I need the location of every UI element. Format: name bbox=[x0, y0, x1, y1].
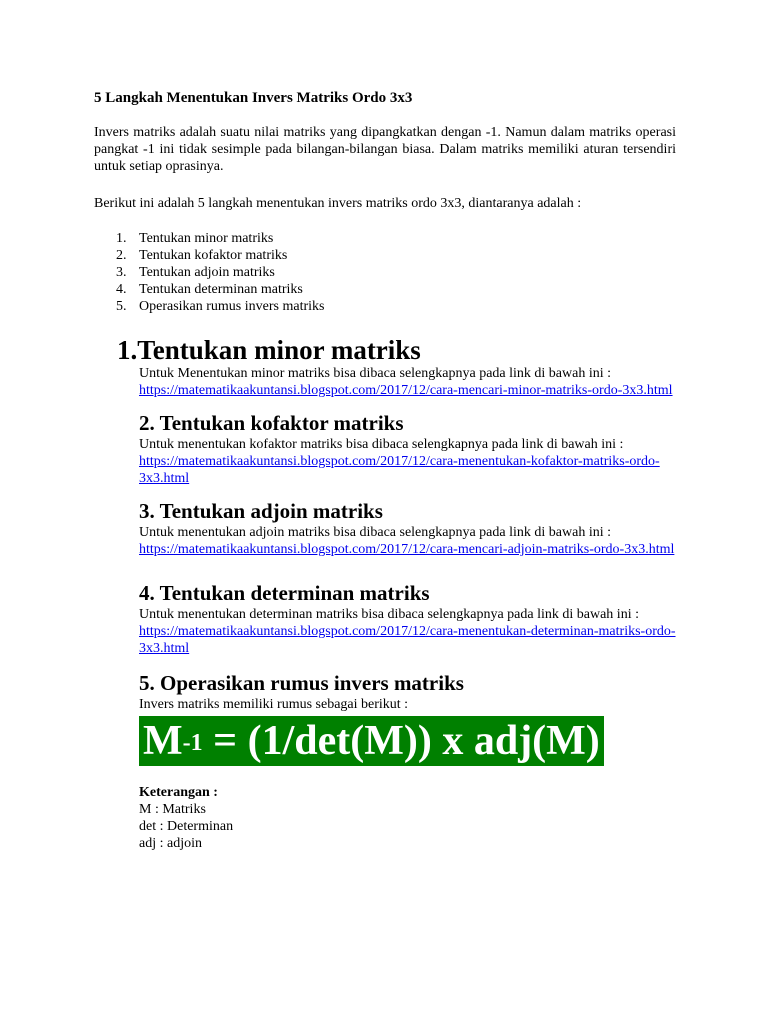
list-item-label: Tentukan adjoin matriks bbox=[139, 265, 275, 280]
section-text-adjoin: Untuk menentukan adjoin matriks bisa dibaca selengkapnya pada link di bawah ini : bbox=[139, 525, 611, 540]
section-heading-minor: 1.Tentukan minor matriks bbox=[117, 335, 421, 365]
list-item bbox=[94, 230, 676, 247]
list-item-label: Tentukan determinan matriks bbox=[139, 282, 303, 297]
section-heading-rumus-invers: 5. Operasikan rumus invers matriks bbox=[139, 671, 464, 695]
link-adjoin-matriks[interactable]: https://matematikaakuntansi.blogspot.com/2017/12/cara-mencari-adjoin-matriks-ordo-3x3.html bbox=[139, 542, 675, 557]
formula-rest: = (1/det(M)) x adj(M) bbox=[202, 718, 600, 764]
note-item: det : Determinan bbox=[139, 819, 234, 834]
formula-base: M bbox=[143, 718, 183, 764]
link-minor-matriks[interactable]: https://matematikaakuntansi.blogspot.com/2017/12/cara-mencari-minor-matriks-ordo-3x3.html bbox=[139, 383, 673, 398]
list-item bbox=[94, 264, 676, 281]
list-item bbox=[94, 247, 676, 264]
section-heading-kofaktor: 2. Tentukan kofaktor matriks bbox=[139, 411, 404, 435]
list-item-number: 5. bbox=[116, 299, 127, 314]
list-item bbox=[94, 281, 676, 298]
list-item-label: Tentukan kofaktor matriks bbox=[139, 248, 288, 263]
list-item-label: Operasikan rumus invers matriks bbox=[139, 299, 325, 314]
section-rumus-invers bbox=[139, 671, 676, 852]
notes-title: Keterangan : bbox=[139, 785, 218, 800]
note-item: M : Matriks bbox=[139, 802, 206, 817]
intro-paragraph: Invers matriks adalah suatu nilai matriks yang dipangkatkan dengan -1. Namun dalam matriks operasi pangkat -1 ini tidak sesimple pada bilangan-bilangan biasa. Dalam matriks memiliki aturan tersendiri untuk setiap oprasinya. bbox=[94, 125, 676, 174]
inverse-formula-banner bbox=[139, 716, 604, 766]
document-title: 5 Langkah Menentukan Invers Matriks Ordo 3x3 bbox=[94, 90, 413, 106]
section-adjoin bbox=[139, 499, 676, 558]
section-text-rumus-invers: Invers matriks memiliki rumus sebagai berikut : bbox=[139, 697, 409, 712]
formula-exponent: -1 bbox=[182, 730, 203, 756]
section-minor bbox=[117, 335, 676, 399]
note-item: adj : adjoin bbox=[139, 836, 202, 851]
list-item bbox=[94, 298, 676, 315]
list-item-number: 1. bbox=[116, 231, 127, 246]
document-page bbox=[94, 88, 676, 852]
list-item-number: 3. bbox=[116, 265, 127, 280]
section-determinan bbox=[139, 581, 676, 657]
section-text-minor: Untuk Menentukan minor matriks bisa dibaca selengkapnya pada link di bawah ini : bbox=[139, 366, 611, 381]
section-heading-adjoin: 3. Tentukan adjoin matriks bbox=[139, 499, 383, 523]
steps-list bbox=[94, 230, 676, 315]
list-item-label: Tentukan minor matriks bbox=[139, 231, 274, 246]
link-kofaktor-matriks[interactable]: https://matematikaakuntansi.blogspot.com/2017/12/cara-menentukan-kofaktor-matriks-ordo-3x3.html bbox=[139, 454, 660, 486]
list-item-number: 2. bbox=[116, 248, 127, 263]
link-determinan-matriks[interactable]: https://matematikaakuntansi.blogspot.com/2017/12/cara-menentukan-determinan-matriks-ordo-3x3.html bbox=[139, 624, 676, 656]
notes-block bbox=[139, 784, 676, 852]
section-heading-determinan: 4. Tentukan determinan matriks bbox=[139, 581, 430, 605]
section-text-determinan: Untuk menentukan determinan matriks bisa dibaca selengkapnya pada link di bawah ini : bbox=[139, 607, 639, 622]
list-intro-paragraph: Berikut ini adalah 5 langkah menentukan invers matriks ordo 3x3, diantaranya adalah : bbox=[94, 196, 582, 211]
section-kofaktor bbox=[139, 411, 676, 487]
list-item-number: 4. bbox=[116, 282, 127, 297]
section-text-kofaktor: Untuk menentukan kofaktor matriks bisa dibaca selengkapnya pada link di bawah ini : bbox=[139, 437, 624, 452]
